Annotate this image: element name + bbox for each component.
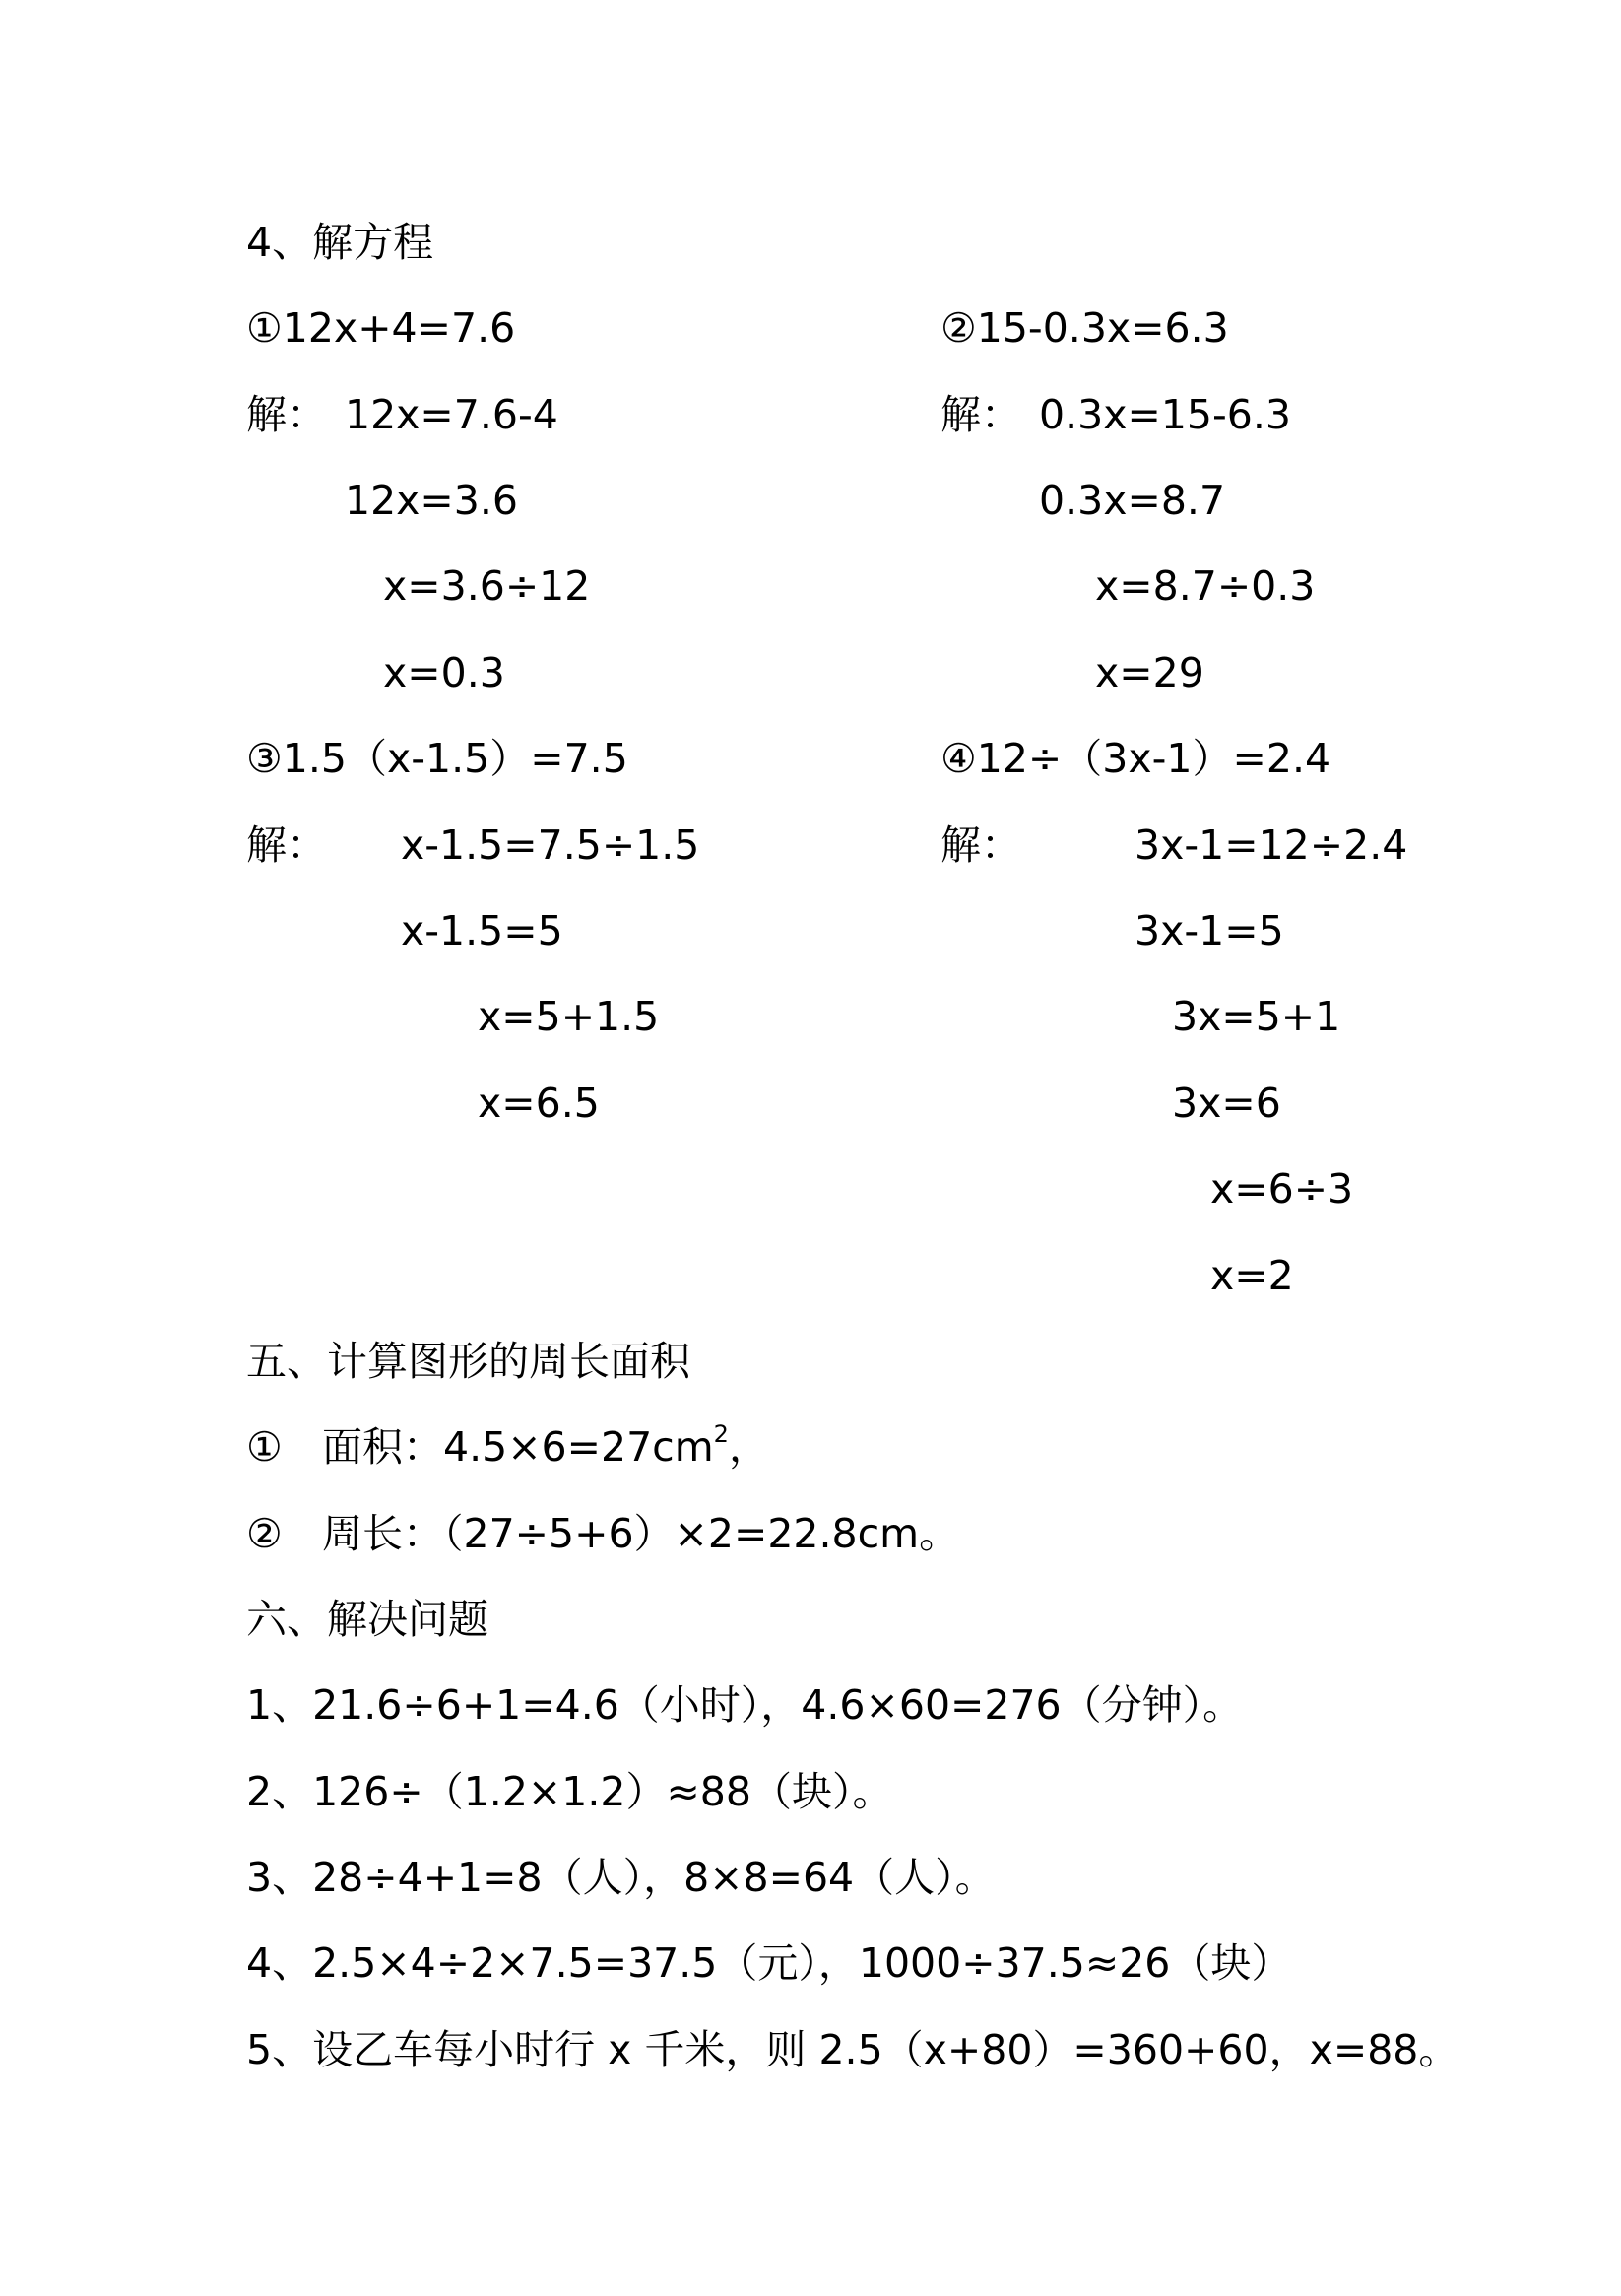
problem-2: ②15-0.3x=6.3 xyxy=(940,304,1229,352)
problem-3-step-4: x=6.5 xyxy=(478,1080,600,1127)
problem-2-step-1: 0.3x=15-6.3 xyxy=(1039,391,1291,438)
problem-3-step-3: x=5+1.5 xyxy=(478,993,660,1040)
problem-2-step-2: 0.3x=8.7 xyxy=(1039,477,1226,524)
problem-4-step-1: 3x-1=12÷2.4 xyxy=(1135,821,1408,869)
problem-1-step-3: x=3.6÷12 xyxy=(383,562,591,610)
problem-4-step-2: 3x-1=5 xyxy=(1135,907,1284,954)
problem-1-step-1: 12x=7.6-4 xyxy=(345,391,558,438)
problem-3-solution-label: 解： xyxy=(246,821,327,869)
word-problem-3: 3、28÷4+1=8（人），8×8=64（人）。 xyxy=(246,1854,996,1901)
problem-1: ①12x+4=7.6 xyxy=(246,304,516,352)
section-4-heading: 4、解方程 xyxy=(246,219,434,266)
area-item xyxy=(322,1419,769,1475)
word-problem-4: 4、2.5×4÷2×7.5=37.5（元），1000÷37.5≈26（块） xyxy=(246,1939,1292,1987)
problem-3-step-2: x-1.5=5 xyxy=(401,907,563,954)
word-problem-5: 5、设乙车每小时行 x 千米，则 2.5（x+80）=360+60，x=88。 xyxy=(246,2026,1459,2073)
problem-4-step-4: 3x=6 xyxy=(1172,1080,1281,1127)
problem-3-step-1: x-1.5=7.5÷1.5 xyxy=(401,821,700,869)
perimeter-item-text: 周长：（27÷5+6）×2=22.8cm。 xyxy=(322,1510,960,1557)
perimeter-item-marker: ② xyxy=(246,1510,283,1557)
problem-4-step-5: x=6÷3 xyxy=(1210,1165,1354,1213)
problem-4: ④12÷（3x-1）=2.4 xyxy=(940,735,1331,782)
section-5-heading: 五、计算图形的周长面积 xyxy=(246,1338,690,1385)
problem-1-step-4: x=0.3 xyxy=(383,649,505,696)
area-item-text: 面积：4.5×6=27cm xyxy=(322,1423,714,1471)
problem-3: ③1.5（x-1.5）=7.5 xyxy=(246,735,628,782)
problem-1-step-2: 12x=3.6 xyxy=(345,477,518,524)
problem-4-solution-label: 解： xyxy=(940,821,1021,869)
word-problem-2: 2、126÷（1.2×1.2）≈88（块）。 xyxy=(246,1768,893,1815)
area-item-marker: ① xyxy=(246,1423,283,1471)
word-problem-1: 1、21.6÷6+1=4.6（小时），4.6×60=276（分钟）。 xyxy=(246,1681,1244,1729)
section-6-heading: 六、解决问题 xyxy=(246,1596,488,1643)
problem-4-step-3: 3x=5+1 xyxy=(1172,993,1341,1040)
area-item-tail: ， xyxy=(728,1423,769,1471)
problem-4-step-6: x=2 xyxy=(1210,1252,1294,1299)
problem-2-step-4: x=29 xyxy=(1095,649,1204,696)
problem-1-solution-label: 解： xyxy=(246,391,327,438)
problem-2-solution-label: 解： xyxy=(940,391,1021,438)
problem-2-step-3: x=8.7÷0.3 xyxy=(1095,562,1316,610)
area-item-superscript: 2 xyxy=(713,1420,729,1448)
